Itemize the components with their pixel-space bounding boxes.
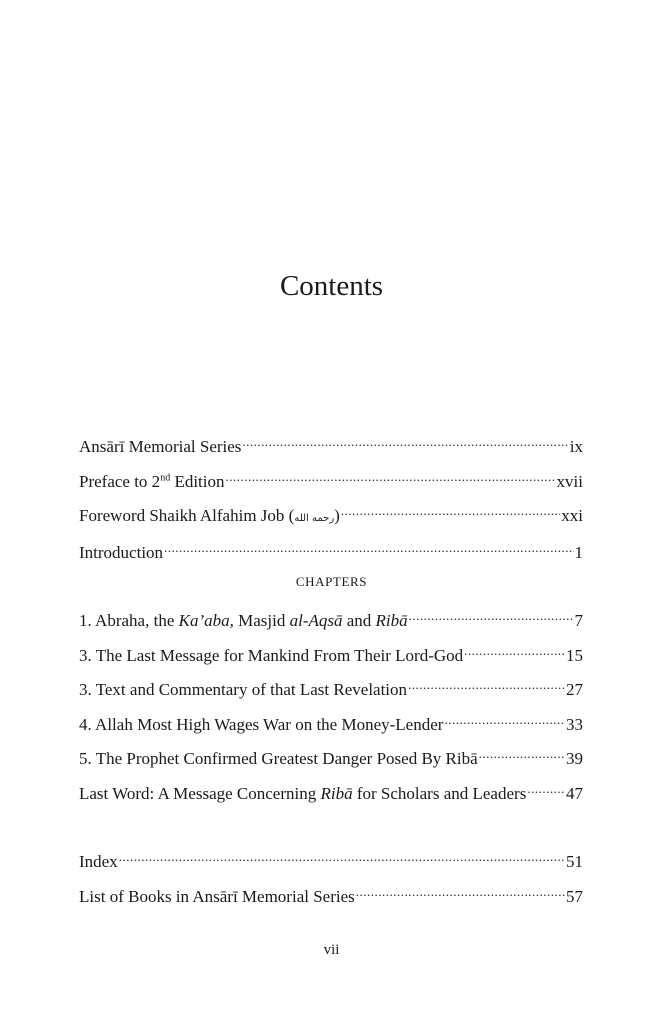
toc-entry-preface[interactable] <box>79 465 583 493</box>
dot-leader <box>444 708 565 730</box>
dot-leader <box>226 465 556 487</box>
toc-entry-chapter-2[interactable] <box>79 639 583 667</box>
dot-leader <box>341 499 560 521</box>
toc-entry-ansari-memorial-series[interactable] <box>79 430 583 458</box>
toc-entry-page: 27 <box>566 680 583 699</box>
toc-entry-label: 5. The Prophet Confirmed Greatest Danger Posed By Ribā <box>79 749 478 768</box>
toc-entry-page: ix <box>569 437 583 456</box>
toc-entry-label: Last Word: A Message Concerning Ribā for Scholars and Leaders <box>79 784 527 803</box>
dot-leader <box>408 673 565 695</box>
page-number: vii <box>323 942 340 958</box>
page-title: Contents <box>279 270 384 302</box>
toc-entry-chapter-4[interactable] <box>79 708 583 736</box>
toc-entry-chapter-3[interactable] <box>79 673 583 701</box>
toc-entry-page: xxi <box>561 506 583 525</box>
toc-entry-label: 4. Allah Most High Wages War on the Money-Lender <box>79 715 444 734</box>
toc-entry-index[interactable] <box>79 845 583 873</box>
toc-entry-page: 57 <box>566 887 583 906</box>
toc-entry-label: 3. The Last Message for Mankind From Their Lord-God <box>79 646 464 665</box>
dot-leader <box>119 845 565 867</box>
toc-entry-page: 1 <box>574 543 583 562</box>
toc-entry-label: List of Books in Ansārī Memorial Series <box>79 887 355 906</box>
toc-entry-label: Index <box>79 852 118 871</box>
toc-entry-label: Introduction <box>79 543 164 562</box>
toc-entry-introduction[interactable] <box>79 536 583 564</box>
toc-entry-page: 7 <box>574 611 583 630</box>
dot-leader <box>479 742 565 764</box>
toc-entry-label: Ansārī Memorial Series <box>79 437 242 456</box>
toc-entry-page: 15 <box>566 646 583 665</box>
dot-leader <box>242 430 568 452</box>
toc-entry-foreword[interactable] <box>79 499 583 530</box>
toc-entry-label: 3. Text and Commentary of that Last Revelation <box>79 680 408 699</box>
toc-entry-last-word[interactable] <box>79 777 583 805</box>
toc-entry-page: 33 <box>566 715 583 734</box>
dot-leader <box>464 639 565 661</box>
toc-entry-label: Preface to 2nd Edition <box>79 472 225 491</box>
dot-leader <box>164 536 573 558</box>
dot-leader <box>409 604 574 626</box>
toc-entry-list-of-books[interactable] <box>79 880 583 908</box>
toc-entry-page: 39 <box>566 749 583 768</box>
toc-entry-page: 51 <box>566 852 583 871</box>
toc-entry-chapter-5[interactable] <box>79 742 583 770</box>
dot-leader <box>527 777 565 799</box>
chapters-heading: CHAPTERS <box>295 574 368 589</box>
toc-entry-label: 1. Abraha, the Ka’aba, Masjid al-Aqsā and Ribā <box>79 611 408 630</box>
arabic-honorific: رحمه الله <box>294 513 335 524</box>
dot-leader <box>356 880 565 902</box>
toc-entry-page: 47 <box>566 784 583 803</box>
toc-entry-page: xvii <box>556 472 583 491</box>
toc-entry-chapter-1[interactable] <box>79 604 583 632</box>
toc-entry-label: Foreword Shaikh Alfahim Job (رحمه الله) <box>79 506 340 525</box>
